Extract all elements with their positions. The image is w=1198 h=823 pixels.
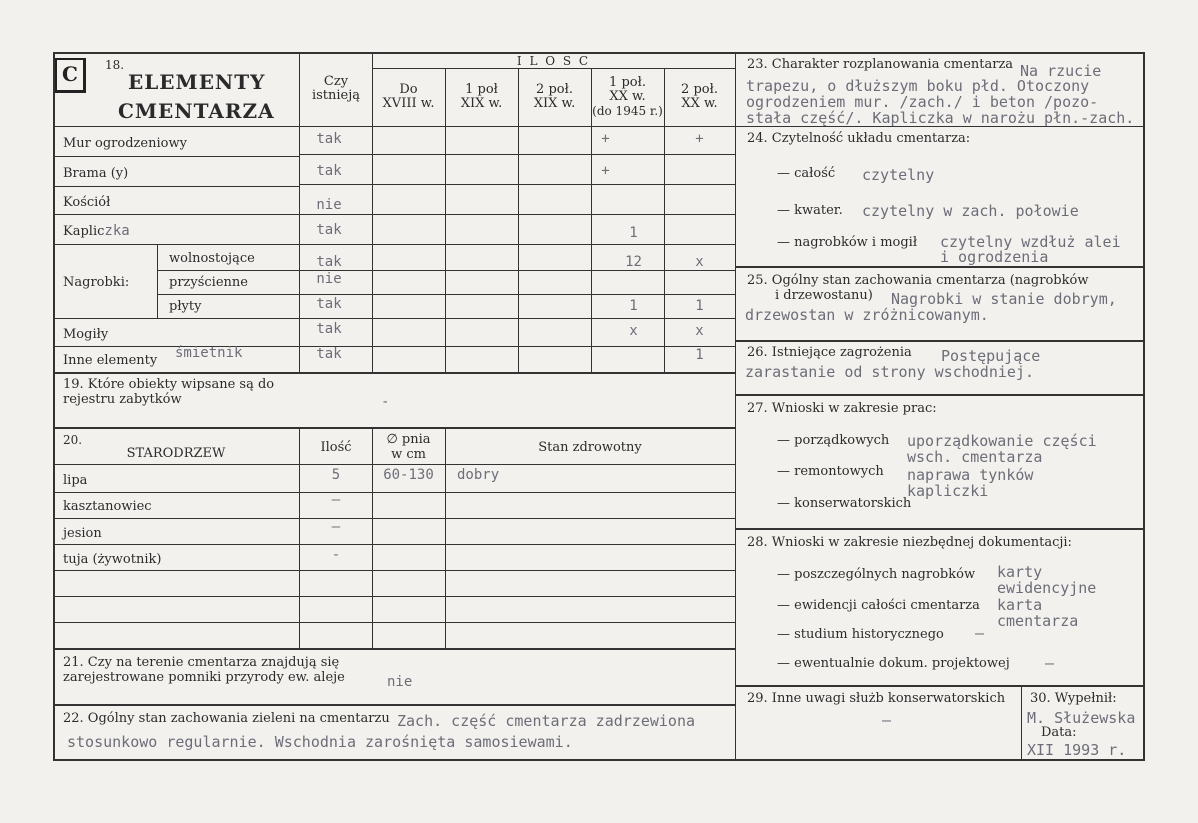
section-28-studium-label: — studium historycznego (777, 627, 944, 642)
section-28-ewid-value-l1: karta (997, 596, 1043, 614)
row-kaplica-czy: tak (316, 222, 342, 238)
section-18-title-line1: ELEMENTY (128, 70, 266, 94)
section-18-number: 18. (105, 58, 125, 72)
section-25-typed-l2: drzewostan w zróżnicowanym. (745, 306, 989, 324)
row-mur-czy: tak (316, 131, 342, 147)
row-inne-2pol-xx: 1 (695, 347, 704, 363)
section-25-label-l2: i drzewostanu) (775, 288, 873, 303)
section-19-value: - (381, 394, 390, 410)
section-29-value: — (882, 711, 892, 729)
section-28-ewid-value-l2: cmentarza (997, 612, 1079, 630)
section-21-value: nie (387, 674, 413, 690)
tree-row-stan: dobry (457, 467, 500, 483)
section-22-value-l1: Zach. część cmentarza zadrzewiona (397, 712, 696, 730)
section-28-ewent-label: — ewentualnie dokum. projektowej (777, 656, 1010, 671)
row-brama-czy: tak (316, 163, 342, 179)
section-27-remont-value-l1: naprawa tynków (907, 466, 1034, 484)
section-27-porz-value-l1: uporządkowanie części (907, 432, 1097, 450)
row-plyty-1pol-xx: 1 (629, 298, 638, 314)
column-divider (735, 52, 736, 760)
section-29-label: 29. Inne uwagi służb konserwatorskich (747, 691, 1006, 706)
section-22-value-l2: stosunkowo regularnie. Wschodnia zarośnięta samosiewami. (67, 733, 573, 751)
col-header-1pol-xix-l1: 1 poł (465, 82, 498, 97)
row-wolnostojace-1pol-xx: 12 (625, 254, 642, 270)
section-28-poszcz-label: — poszczególnych nagrobków (777, 567, 976, 582)
section-27-label: 27. Wnioski w zakresie prac: (747, 401, 937, 416)
section-26-typed-l1: Postępujące (941, 347, 1041, 365)
row-brama-1pol-xx: + (601, 163, 610, 179)
section-24-kwater-label: — kwater. (777, 203, 843, 218)
section-19-label-l1: 19. Które obiekty wipsane są do (63, 377, 275, 392)
row-mogily-1pol-xx: x (629, 323, 638, 339)
section-23-label: 23. Charakter rozplanowania cmentarza (747, 57, 1014, 72)
tree-row-name: kasztanowiec (63, 499, 152, 514)
section-19-label-l2: rejestru zabytków (63, 392, 182, 407)
section-25-label-l1: 25. Ogólny stan zachowania cmentarza (nagrobków (747, 273, 1089, 288)
section-letter-box: C (55, 58, 86, 93)
section-27-konserw-label: — konserwatorskich (777, 496, 912, 511)
section-25-typed-l1: Nagrobki w stanie dobrym, (891, 290, 1117, 308)
row-label-mogily: Mogiły (63, 327, 109, 342)
row-przyscienne-czy: nie (316, 271, 342, 287)
row-label-kaplica: Kapliczka (63, 223, 130, 239)
section-28-ewid-label: — ewidencji całości cmentarza (777, 598, 980, 613)
section-27-remont-value-l2: kapliczki (907, 482, 989, 500)
section-27-porz-label: — porządkowych (777, 433, 890, 448)
row-label-plyty: płyty (169, 299, 202, 314)
row-plyty-czy: tak (316, 296, 342, 312)
row-label-przyscienne: przyścienne (169, 275, 248, 290)
section-27-porz-value-l2: wsch. cmentarza (907, 448, 1043, 466)
czy-istnieja-header-l1: Czy (323, 74, 349, 89)
tree-row-ilosc: — (331, 492, 341, 508)
row-label-kosciol: Kościół (63, 195, 111, 210)
col-header-2pol-xix-l2: XIX w. (533, 96, 576, 111)
section-18-title-line2: CMENTARZA (118, 99, 275, 123)
tree-row-pnia: 60-130 (383, 467, 434, 483)
col-header-1pol-xx-l1: 1 poł. (609, 75, 646, 90)
section-24-calosc-value: czytelny (862, 166, 935, 184)
tree-row-ilosc: - (331, 547, 341, 563)
tree-row-name: tuja (żywotnik) (63, 552, 162, 567)
tree-row-ilosc: 5 (331, 467, 341, 483)
section-24-kwater-value: czytelny w zach. połowie (862, 202, 1079, 220)
frame-left (53, 52, 55, 760)
row-label-wolnostojace: wolnostojące (169, 251, 255, 266)
section-30-date-label: Data: (1041, 725, 1077, 740)
section-28-ewent-value: — (1045, 654, 1055, 672)
section-24-nagrob-value-l1: czytelny wzdłuż alei (940, 233, 1121, 251)
row-kaplica-1pol-xx: 1 (629, 225, 638, 241)
row-plyty-2pol-xx: 1 (695, 298, 704, 314)
section-22-label: 22. Ogólny stan zachowania zieleni na cmentarzu (63, 711, 390, 726)
section-30-name: M. Służewska (1027, 709, 1136, 727)
col-header-xviii-l1: Do (399, 82, 418, 97)
row-kosciol-czy: nie (316, 197, 342, 213)
col-header-2pol-xx-l2: XX w. (681, 96, 718, 111)
col-header-1pol-xix-l2: XIX w. (460, 96, 503, 111)
section-27-remont-label: — remontowych (777, 464, 884, 479)
col-header-1pol-xx-l3: (do 1945 r.) (592, 104, 663, 118)
row-kaplica-typed-suffix: zka (104, 223, 130, 239)
section-20-pnia-header-l2: w cm (391, 447, 426, 462)
row-wolnostojace-2pol-xx: x (695, 254, 704, 270)
frame-right (1143, 52, 1145, 760)
section-20-stan-header: Stan zdrowotny (538, 440, 642, 455)
section-26-typed-l2: zarastanie od strony wschodniej. (745, 363, 1034, 381)
section-28-studium-value: — (975, 624, 985, 642)
section-23-typed-l1: trapezu, o dłuższym boku płd. Otoczony (746, 77, 1090, 95)
section-23-typed-l3: stała część/. Kapliczka w narożu płn.-zach. (746, 109, 1135, 127)
section-20-ilosc-header: Ilość (320, 440, 352, 455)
ilosc-header: I L O S C (516, 54, 591, 68)
section-21-label-l2: zarejestrowane pomniki przyrody ew. aleje (63, 670, 345, 685)
col-header-2pol-xix-l1: 2 poł. (536, 82, 573, 97)
section-23-typed-l0: Na rzucie (1020, 62, 1102, 80)
tree-row-name: jesion (63, 526, 102, 541)
row-mogily-2pol-xx: x (695, 323, 704, 339)
row-inne-czy: tak (316, 346, 342, 362)
row-inne-typed: śmietnik (175, 345, 243, 361)
section-28-poszcz-value-l1: karty (997, 563, 1043, 581)
section-30-date: XII 1993 r. (1027, 741, 1127, 759)
row-label-brama: Brama (y) (63, 166, 129, 181)
row-mogily-czy: tak (316, 321, 342, 337)
section-23-typed-l2: ogrodzeniem mur. /zach./ i beton /pozo- (746, 93, 1099, 111)
frame-bottom (53, 759, 1145, 761)
section-30-label: 30. Wypełnił: (1030, 691, 1117, 706)
section-24-nagrob-value-l2: i ogrodzenia (940, 248, 1049, 266)
czy-istnieja-header-l2: istnieją (311, 88, 361, 103)
section-24-label: 24. Czytelność układu cmentarza: (747, 131, 971, 146)
section-26-label: 26. Istniejące zagrożenia (747, 345, 912, 360)
row-mur-1pol-xx: + (601, 131, 610, 147)
section-20-title: STARODRZEW (126, 446, 226, 461)
section-21-label-l1: 21. Czy na terenie cmentarza znajdują się (63, 655, 340, 670)
section-28-label: 28. Wnioski w zakresie niezbędnej dokumentacji: (747, 535, 1072, 550)
section-24-calosc-label: — całość (777, 166, 836, 181)
row-mur-2pol-xx: + (695, 131, 704, 147)
row-label-mur: Mur ogrodzeniowy (63, 136, 187, 151)
tree-row-ilosc: — (331, 519, 341, 535)
section-20-pnia-header-l1: ∅ pnia (386, 432, 431, 447)
col-header-1pol-xx-l2: XX w. (609, 89, 646, 104)
row-wolnostojace-czy: tak (316, 254, 342, 270)
section-20-number: 20. (63, 433, 83, 447)
row-label-inne: Inne elementy (63, 353, 158, 368)
tree-row-name: lipa (63, 473, 88, 488)
section-24-nagrob-label: — nagrobków i mogił (777, 235, 918, 250)
col-header-xviii-l2: XVIII w. (382, 96, 435, 111)
col-header-2pol-xx-l1: 2 poł. (681, 82, 718, 97)
section-28-poszcz-value-l2: ewidencyjne (997, 579, 1097, 597)
row-label-nagrobki: Nagrobki: (63, 275, 130, 290)
